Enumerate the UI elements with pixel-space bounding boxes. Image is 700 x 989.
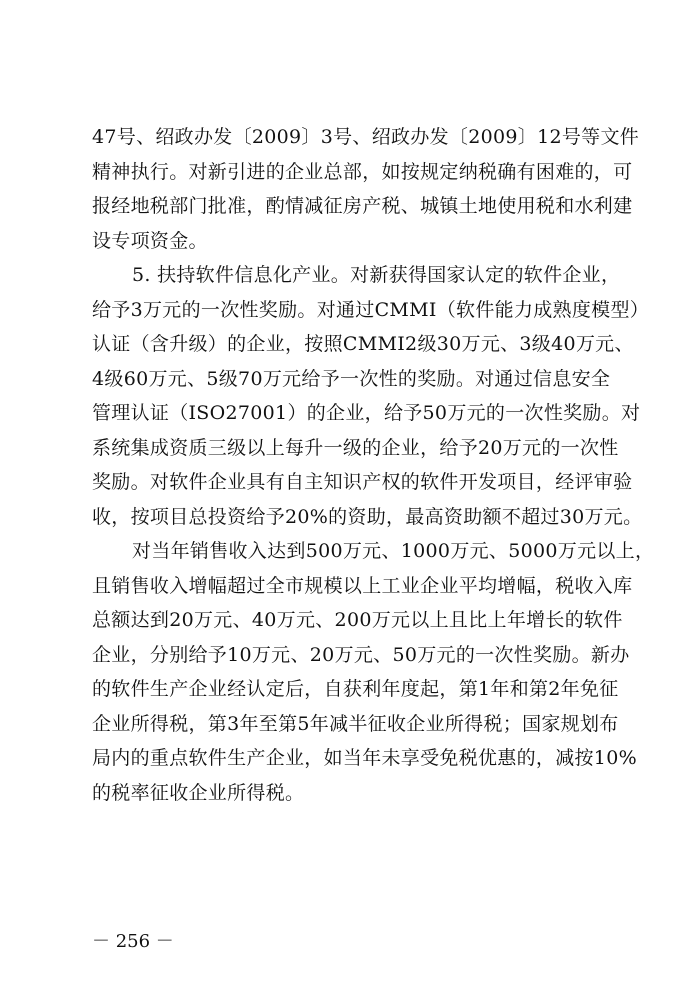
text-line: 5. 扶持软件信息化产业。对新获得国家认定的软件企业，: [132, 264, 621, 286]
body-text: [92, 120, 655, 810]
text-line: 的软件生产企业经认定后，自获利年度起，第1年和第2年免征: [92, 678, 619, 700]
page-number: － 256 －: [92, 931, 174, 952]
text-line: 且销售收入增幅超过全市规模以上工业企业平均增幅，税收入库: [92, 574, 633, 597]
text-line: 管理认证（ISO27001）的企业，给予50万元的一次性奖励。对: [92, 402, 641, 424]
text-line: 收，按项目总投资给予20%的资助，最高资助额不超过30万元。: [92, 505, 643, 528]
text-line: 给予3万元的一次性奖励。对通过CMMI（软件能力成熟度模型）: [92, 298, 650, 321]
text-line: 总额达到20万元、40万元、200万元以上且比上年增长的软件: [92, 609, 623, 631]
text-line: 企业，分别给予10万元、20万元、50万元的一次性奖励。新办: [92, 643, 630, 666]
text-line: 系统集成资质三级以上每升一级的企业，给予20万元的一次性: [92, 436, 619, 459]
text-line: 企业所得税，第3年至第5年减半征收企业所得税；国家规划布: [92, 712, 619, 735]
text-line: 4级60万元、5级70万元给予一次性的奖励。对通过信息安全: [92, 367, 611, 390]
text-line: 精神执行。对新引进的企业总部，如按规定纳税确有困难的，可: [92, 160, 633, 183]
text-line: 认证（含升级）的企业，按照CMMI2级30万元、3级40万元、: [92, 333, 634, 355]
text-line: 奖励。对软件企业具有自主知识产权的软件开发项目，经评审验: [92, 471, 633, 493]
text-line: 报经地税部门批准，酌情减征房产税、城镇土地使用税和水利建: [92, 195, 633, 217]
text-line: 设专项资金。: [92, 229, 208, 252]
text-line: 的税率征收企业所得税。: [92, 781, 305, 804]
text-line: 对当年销售收入达到500万元、1000万元、5000万元以上，: [132, 540, 655, 562]
text-line: 47号、绍政办发〔2009〕3号、绍政办发〔2009〕12号等文件: [92, 126, 640, 148]
text-line: 局内的重点软件生产企业，如当年未享受免税优惠的，减按10%: [92, 747, 637, 769]
